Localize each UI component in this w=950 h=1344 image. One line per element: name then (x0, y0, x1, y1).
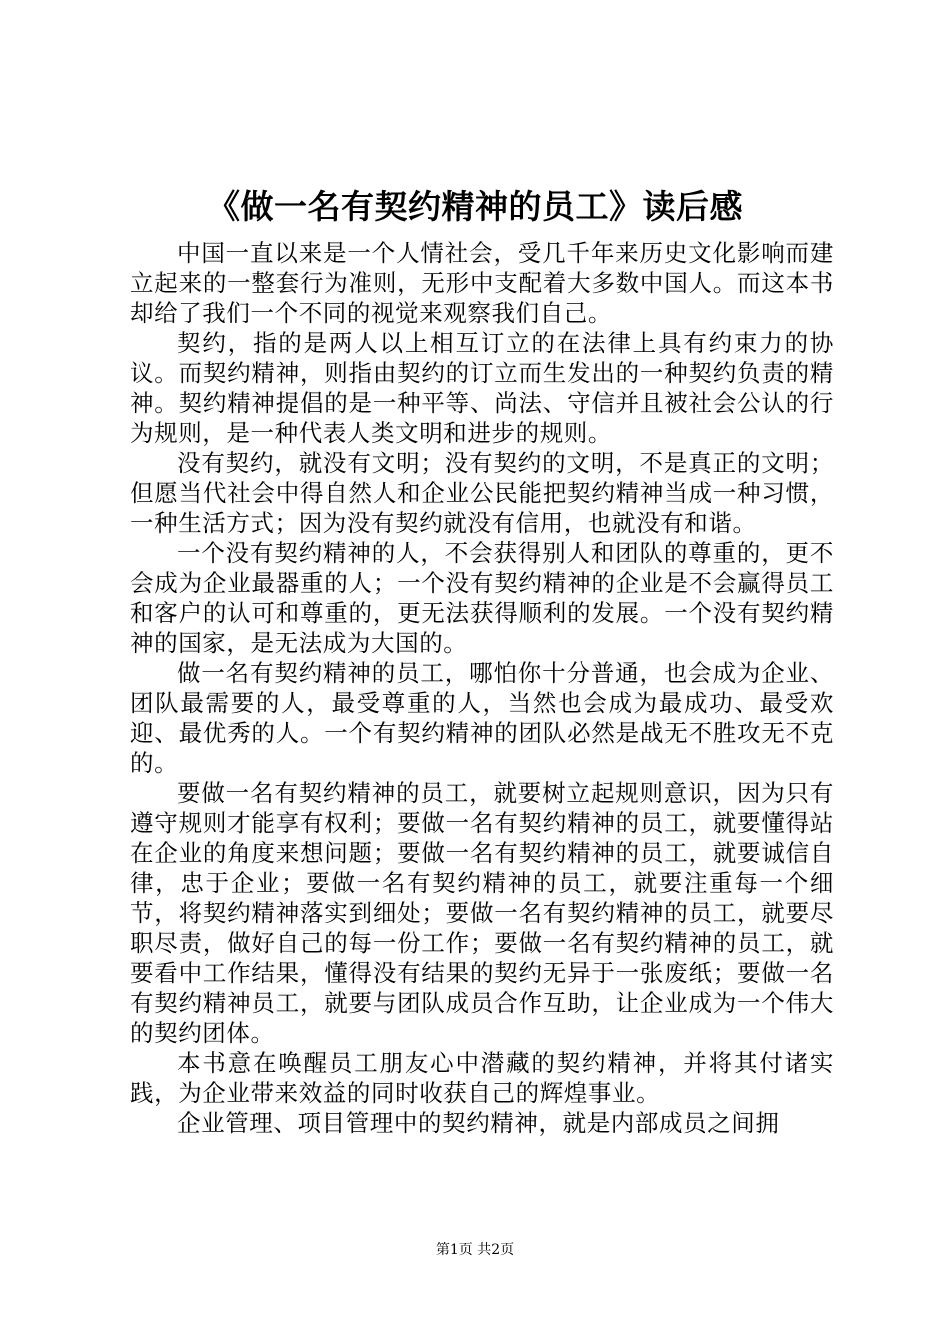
paragraph: 没有契约，就没有文明；没有契约的文明，不是真正的文明；但愿当代社会中得自然人和企业公民能把契约精神当成一种习惯，一种生活方式；因为没有契约就没有信用，也就没有和谐。 (130, 449, 834, 537)
paragraph: 企业管理、项目管理中的契约精神，就是内部成员之间拥 (177, 1109, 780, 1137)
paragraph: 要做一名有契约精神的员工，就要树立起规则意识，因为只有遵守规则才能享有权利；要做一名有契约精神的员工，就要懂得站在企业的角度来想问题；要做一名有契约精神的员工，就要诚信自律，忠于企业；要做一名有契约精神的员工，就要注重每一个细节，将契约精神落实到细处；要做一名有契约精神的员工，就要尽职尽责，做好自己的每一份工作；要做一名有契约精神的员工，就要看中工作结果，懂得没有结果的契约无异于一张废纸；要做一名有契约精神员工，就要与团队成员合作互助，让企业成为一个伟大的契约团体。 (130, 779, 834, 1047)
paragraph: 本书意在唤醒员工朋友心中潜藏的契约精神，并将其付诸实践，为企业带来效益的同时收获自己的辉煌事业。 (130, 1049, 834, 1107)
page-number-footer: 第1页 共2页 (435, 1242, 515, 1258)
paragraph: 契约，指的是两人以上相互订立的在法律上具有约束力的协议。而契约精神，则指由契约的订立而生发出的一种契约负责的精神。契约精神提倡的是一种平等、尚法、守信并且被社会公认的行为规则，是一种代表人类文明和进步的规则。 (130, 329, 834, 447)
document-title: 《做一名有契约精神的员工》读后感 (207, 187, 743, 226)
document-body (130, 238, 834, 1138)
paragraph: 一个没有契约精神的人，不会获得别人和团队的尊重的，更不会成为企业最器重的人；一个没有契约精神的企业是不会赢得员工和客户的认可和尊重的，更无法获得顺利的发展。一个没有契约精神的国家，是无法成为大国的。 (130, 539, 834, 657)
paragraph: 中国一直以来是一个人情社会，受几千年来历史文化影响而建立起来的一整套行为准则，无形中支配着大多数中国人。而这本书却给了我们一个不同的视觉来观察我们自己。 (130, 239, 834, 327)
paragraph: 做一名有契约精神的员工，哪怕你十分普通，也会成为企业、团队最需要的人，最受尊重的人，当然也会成为最成功、最受欢迎、最优秀的人。一个有契约精神的团队必然是战无不胜攻无不克的。 (130, 659, 834, 777)
